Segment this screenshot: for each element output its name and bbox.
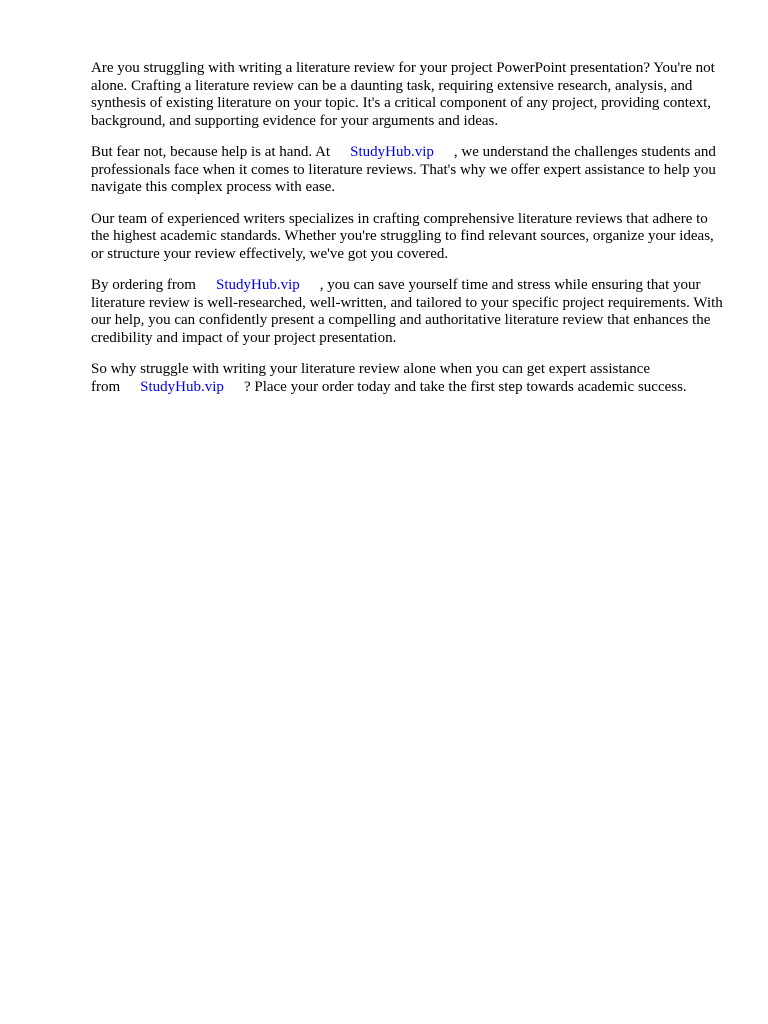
paragraph-ordering-before: By ordering from <box>91 277 196 293</box>
paragraph-help-after: , we understand the challenges students and professionals face when it comes to literature reviews. That's why we offer expert assistance to help you navigate this complex process with ease. <box>91 144 716 195</box>
paragraph-ordering <box>91 277 723 347</box>
paragraph-help-before: But fear not, because help is at hand. At <box>91 144 331 160</box>
studyhub-link[interactable]: StudyHub.vip <box>350 144 434 160</box>
studyhub-link[interactable]: StudyHub.vip <box>140 378 224 395</box>
paragraph-team: Our team of experienced writers specializes in crafting comprehensive literature reviews that adhere to the highest academic standards. Whether you're struggling to find relevant sources, organize your ideas, or structure your review effectively, we've got you covered. <box>91 210 714 262</box>
paragraph-intro: Are you struggling with writing a literature review for your project PowerPoint presentation? You're not alone. Crafting a literature review can be a daunting task, requiring extensive research, analysis, and synthesis of existing literature on your topic. It's a critical component of any project, providing context, background, and supporting evidence for your arguments and ideas. <box>91 60 715 129</box>
paragraph-closing-after: ? Place your order today and take the first step towards academic success. <box>243 378 687 395</box>
paragraph-closing-before: So why struggle with writing your literature review alone when you can get expert assistance from <box>91 361 651 395</box>
paragraph-closing <box>91 361 723 396</box>
paragraph-ordering-after: , you can save yourself time and stress while ensuring that your literature review is well-researched, well-written, and tailored to your specific project requirements. With our help, you can confidently present a compelling and authoritative literature review that enhances the credibility and impact of your project presentation. <box>91 277 723 346</box>
studyhub-link[interactable]: StudyHub.vip <box>215 277 300 293</box>
document-page <box>91 60 723 410</box>
paragraph-help <box>91 144 723 197</box>
